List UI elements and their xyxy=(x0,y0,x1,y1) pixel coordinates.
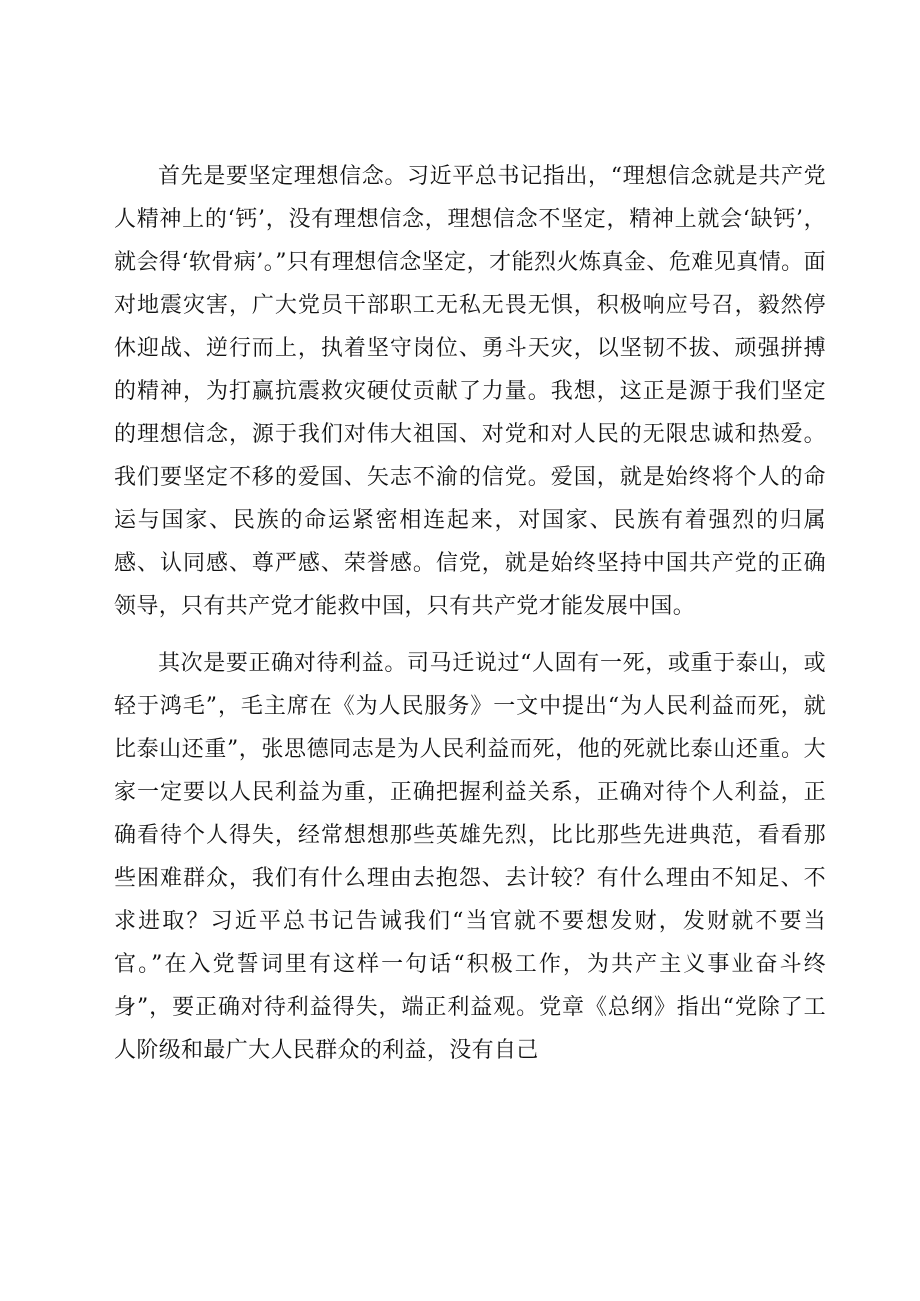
document-body xyxy=(114,155,826,1072)
paragraph-interests: 其次是要正确对待利益。司马迁说过“人固有一死，或重于泰山，或轻于鸿毛”，毛主席在《为人民服务》一文中提出“为人民利益而死，就比泰山还重”，张思德同志是为人民利益而死，他的死就比泰山还重。大家一定要以人民利益为重，正确把握利益关系，正确对待个人利益，正确看待个人得失，经常想想那些英雄先烈，比比那些先进典范，看看那些困难群众，我们有什么理由去抱怨、去计较？有什么理由不知足、不求进取？习近平总书记告诫我们“当官就不要想发财，发财就不要当官。”在入党誓词里有这样一句话“积极工作，为共产主义事业奋斗终身”，要正确对待利益得失，端正利益观。党章《总纲》指出“党除了工人阶级和最广大人民群众的利益，没有自己 xyxy=(114,651,826,1063)
paragraph-ideals-belief: 首先是要坚定理想信念。习近平总书记指出，“理想信念就是共产党人精神上的‘钙’，没有理想信念，理想信念不坚定，精神上就会‘缺钙’，就会得‘软骨病’。”只有理想信念坚定，才能烈火炼真金、危难见真情。面对地震灾害，广大党员干部职工无私无畏无惧，积极响应号召，毅然停休迎战、逆行而上，执着坚守岗位、勇斗天灾，以坚韧不拔、顽强拼搏的精神，为打赢抗震救灾硬仗贡献了力量。我想，这正是源于我们坚定的理想信念，源于我们对伟大祖国、对党和对人民的无限忠诚和热爱。我们要坚定不移的爱国、矢志不渝的信党。爱国，就是始终将个人的命运与国家、民族的命运紧密相连起来，对国家、民族有着强烈的归属感、认同感、尊严感、荣誉感。信党，就是始终坚持中国共产党的正确领导，只有共产党才能救中国，只有共产党才能发展中国。 xyxy=(114,164,826,619)
